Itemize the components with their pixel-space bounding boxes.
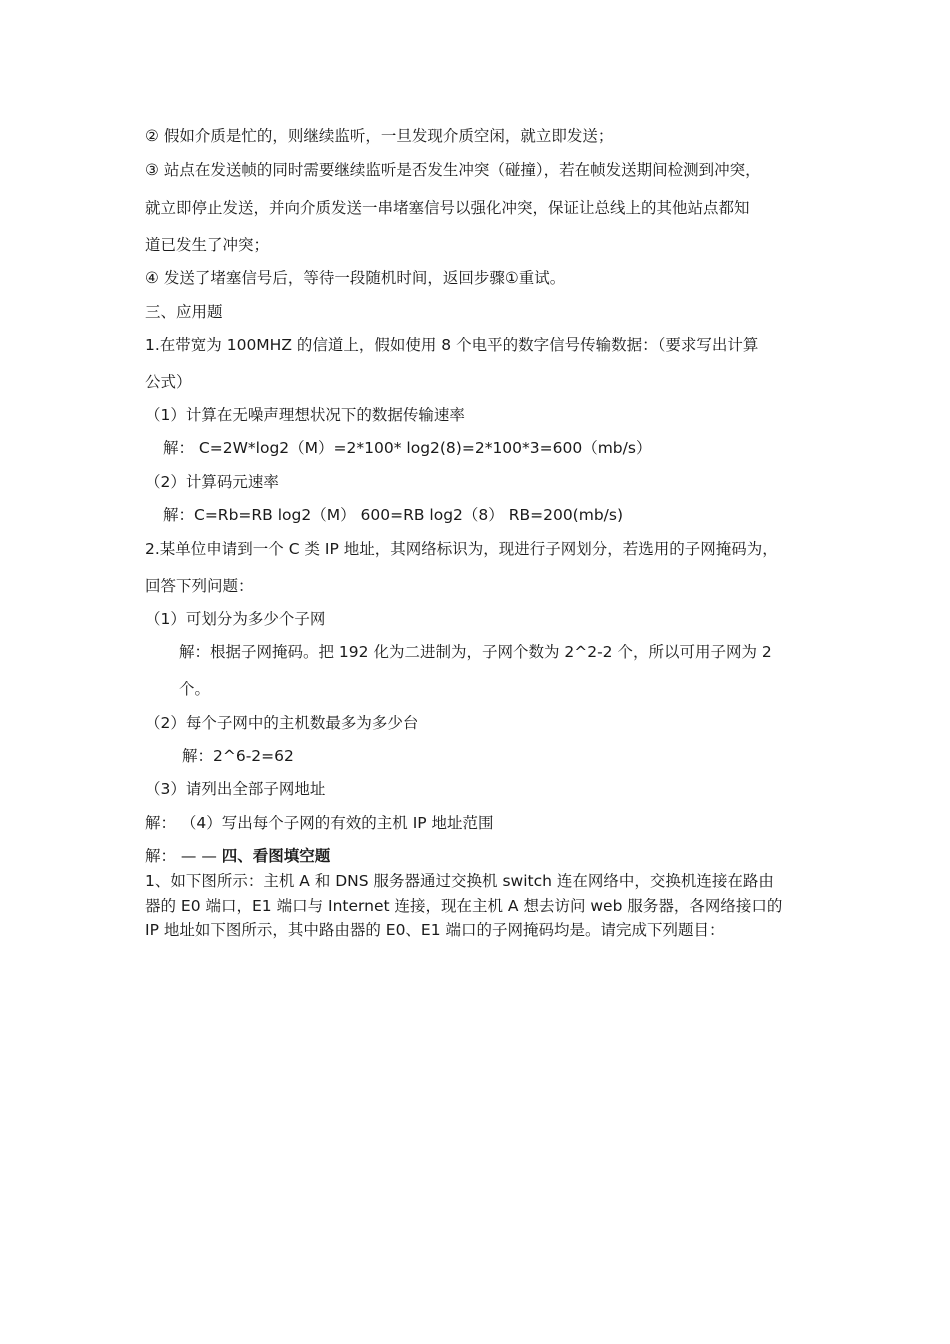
diagram-question-1: 1、如下图所示：主机 A 和 DNS 服务器通过交换机 switch 连在网络中，交换机连接在路由: [145, 872, 774, 890]
text-line-step-3-end: 道已发生了冲突；: [145, 236, 270, 254]
section-heading-application: 三、应用题: [145, 303, 223, 321]
answer-2-part-1-cont: 个。: [179, 680, 211, 698]
answer-dashes: 解： — —: [145, 847, 222, 865]
text-line-step-3-cont: 就立即停止发送，并向介质发送一串堵塞信号以强化冲突，保证让总线上的其他站点都知: [145, 199, 750, 217]
answer-1-part-1: 解： C=2W*log2（M）=2*100* log2(8)=2*100*3=600（mb/s）: [163, 439, 652, 457]
answer-2-part-2: 解：2^6-2=62: [182, 747, 294, 765]
question-2-part-1: （1）可划分为多少个子网: [145, 610, 326, 628]
question-1: 1.在带宽为 100MHZ 的信道上，假如使用 8 个电平的数字信号传输数据：（要求写出计算: [145, 336, 759, 354]
question-2-cont: 回答下列问题：: [145, 577, 254, 595]
question-1-cont: 公式）: [145, 373, 192, 391]
text-line-step-3: ③ 站点在发送帧的同时需要继续监听是否发生冲突（碰撞），若在帧发送期间检测到冲突，: [145, 161, 761, 179]
text-line-step-4: ④ 发送了堵塞信号后，等待一段随机时间，返回步骤①重试。: [145, 269, 566, 287]
question-1-part-2: （2）计算码元速率: [145, 473, 279, 491]
question-2-part-4: 解： （4）写出每个子网的有效的主机 IP 地址范围: [145, 814, 494, 832]
diagram-question-1-end: IP 地址如下图所示，其中路由器的 E0、E1 端口的子网掩码均是。请完成下列题目：: [145, 921, 725, 939]
section-heading-diagram: 四、看图填空题: [221, 847, 331, 865]
text-line-step-2: ② 假如介质是忙的，则继续监听，一旦发现介质空闲，就立即发送；: [145, 127, 614, 145]
diagram-question-1-cont: 器的 E0 端口，E1 端口与 Internet 连接，现在主机 A 想去访问 web 服务器，各网络接口的: [145, 897, 783, 915]
answer-2-part-1: 解：根据子网掩码。把 192 化为二进制为，子网个数为 2^2-2 个，所以可用子网为 2: [179, 643, 772, 661]
question-1-part-1: （1）计算在无噪声理想状况下的数据传输速率: [145, 406, 465, 424]
answer-dashes-line: [145, 845, 330, 867]
question-2-part-3: （3）请列出全部子网地址: [145, 780, 326, 798]
answer-1-part-2: 解：C=Rb=RB log2（M） 600=RB log2（8） RB=200(mb/s): [163, 506, 624, 524]
question-2: 2.某单位申请到一个 C 类 IP 地址，其网络标识为，现进行子网划分，若选用的子网掩码为，: [145, 540, 778, 558]
question-2-part-2: （2）每个子网中的主机数最多为多少台: [145, 714, 419, 732]
